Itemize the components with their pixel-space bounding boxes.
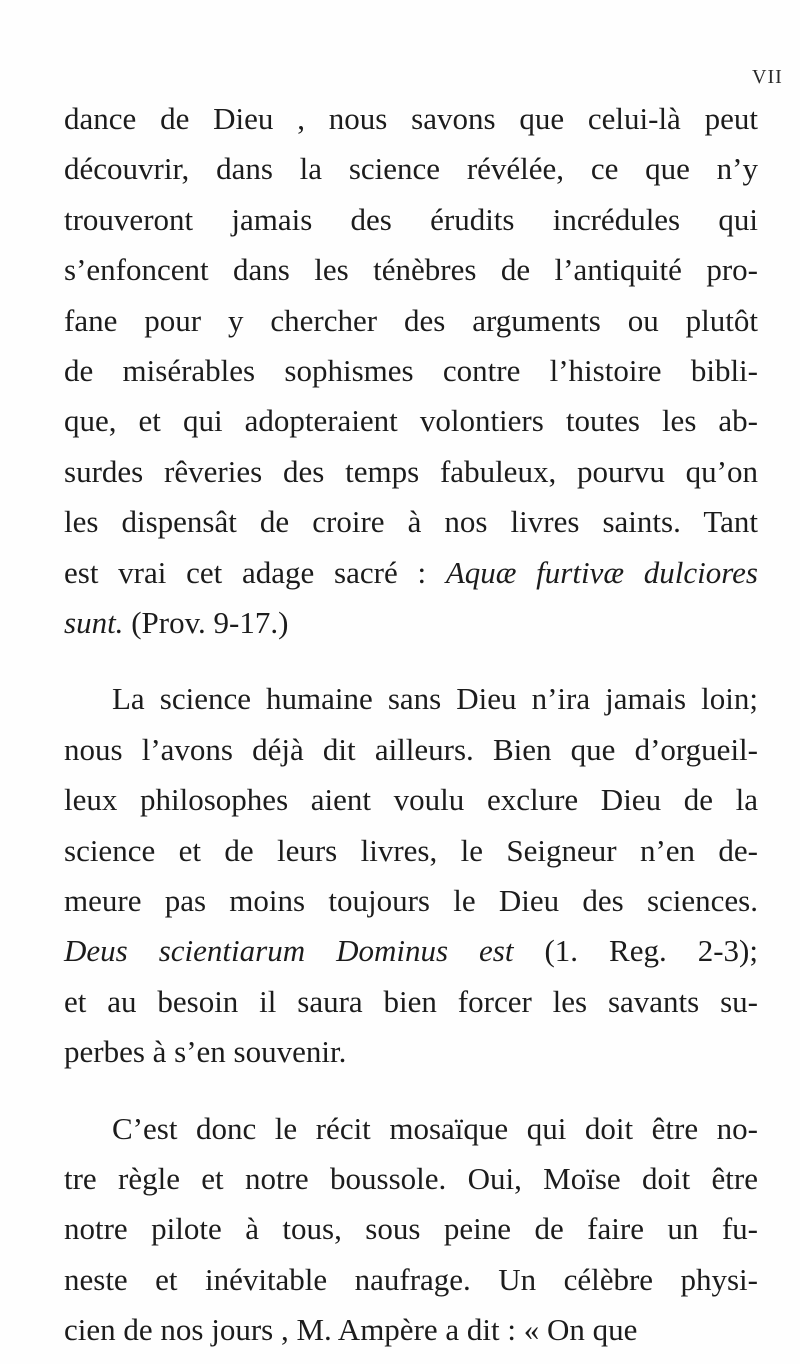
text-run: La science humaine sans Dieu n’ira jamais loin; (112, 681, 758, 717)
text-run: tre règle et notre boussole. Oui, Moïse doit être (64, 1161, 758, 1196)
text-run: meure pas moins toujours le Dieu des sciences. (64, 883, 758, 918)
italic-phrase: sunt. (64, 605, 124, 640)
text-line (64, 926, 758, 976)
text-run: surdes rêveries des temps fabuleux, pourvu qu’on (64, 453, 758, 489)
text-run: (Prov. 9-17.) (123, 605, 289, 640)
text-line (64, 144, 758, 194)
text-line (64, 598, 758, 648)
text-run: et au besoin il saura bien forcer les savants su- (64, 983, 758, 1019)
text-line (64, 1204, 758, 1254)
text-line (64, 725, 758, 775)
text-line (64, 497, 758, 547)
text-line (64, 346, 758, 396)
text-line (112, 1104, 758, 1154)
text-line (64, 775, 758, 825)
text-line (64, 1305, 758, 1355)
text-run: C’est donc le récit mosaïque qui doit être no- (112, 1110, 758, 1146)
text-line (64, 396, 758, 446)
page-number: VII (752, 66, 783, 88)
text-run: les dispensât de croire à nos livres saints. Tant (64, 504, 758, 540)
text-run: fane pour y chercher des arguments ou plutôt (64, 302, 758, 338)
text-run: s’enfoncent dans les ténèbres de l’antiquité pro- (64, 252, 758, 288)
text-run: cien de nos jours , M. Ampère a dit : « On que (64, 1312, 638, 1348)
text-run: science et de leurs livres, le Seigneur n’en de- (64, 832, 758, 868)
text-run: trouveront jamais des érudits incrédules qui (64, 201, 758, 237)
text-run: neste et inévitable naufrage. Un célèbre physi- (64, 1261, 758, 1297)
text-run: que, et qui adopteraient volontiers toutes les ab- (64, 403, 758, 439)
text-line (64, 447, 758, 497)
italic-phrase: Aquæ furtivæ dulciores (445, 554, 758, 590)
text-run: nous l’avons déjà dit ailleurs. Bien que d’orgueil- (64, 731, 758, 767)
text-line (64, 94, 758, 144)
text-run: dance de Dieu , nous savons que celui-là peut (64, 101, 758, 136)
text-run: découvrir, dans la science révélée, ce que n’y (64, 151, 758, 187)
text-line (64, 977, 758, 1027)
text-line (64, 245, 758, 295)
italic-phrase: Deus scientiarum Dominus est (64, 933, 514, 969)
text-line (64, 1255, 758, 1305)
text-run: perbes à s’en souvenir. (64, 1034, 347, 1070)
text-run: de misérables sophismes contre l’histoire bibli- (64, 353, 758, 388)
text-run: est vrai cet adage sacré : (64, 554, 446, 590)
text-line (64, 195, 758, 245)
text-run: leux philosophes aient voulu exclure Dieu de la (64, 782, 758, 818)
text-line (64, 1027, 758, 1077)
text-line (64, 1154, 758, 1204)
text-run: (1. Reg. 2-3); (513, 933, 758, 969)
text-run: notre pilote à tous, sous peine de faire un fu- (64, 1211, 758, 1247)
text-line (112, 674, 758, 724)
text-line (64, 548, 758, 598)
text-line (64, 826, 758, 876)
text-line (64, 876, 758, 926)
text-line (64, 296, 758, 346)
